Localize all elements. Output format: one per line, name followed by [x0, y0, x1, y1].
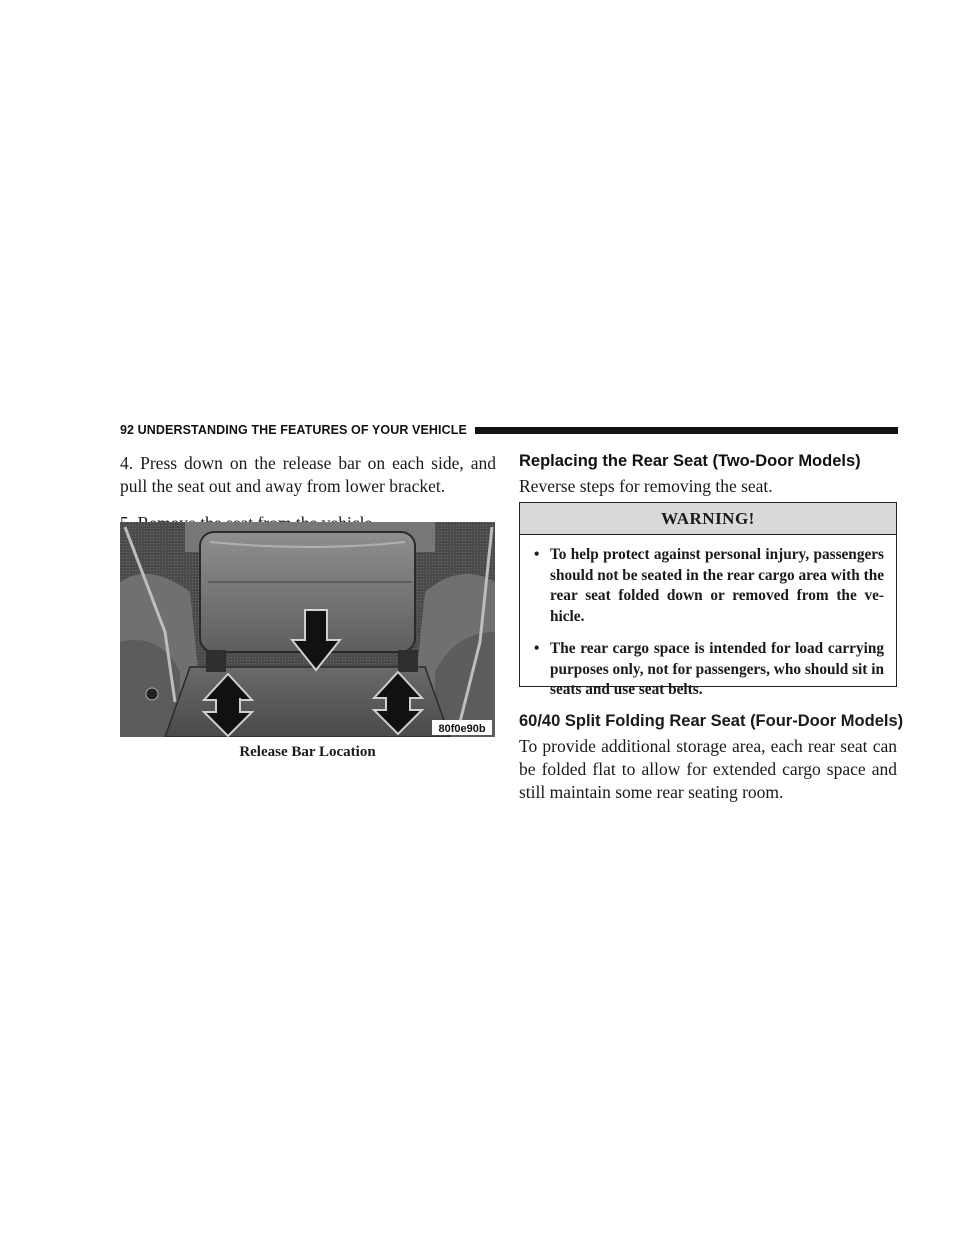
replacing-seat-text: Reverse steps for removing the seat.: [519, 476, 773, 496]
step-4-text: 4. Press down on the release bar on each side, and pull the seat out and away from lower bracket.: [120, 453, 496, 496]
figure-code: 80f0e90b: [438, 723, 486, 735]
warning-box: [519, 502, 897, 698]
warning-item-text: The rear cargo space is intended for load carrying purposes only, not for passengers, who should sit in seats and use seat belts.: [550, 640, 884, 698]
warning-title: WARNING!: [520, 503, 896, 535]
section-heading-replacing-rear-seat: Replacing the Rear Seat (Two-Door Models): [519, 452, 861, 470]
figure-caption: Release Bar Location: [239, 744, 376, 760]
warning-item-text: To help protect against personal injury, passengers should not be seated in the rear cargo area with the rear seat folded down or removed from the ve-hicle.: [550, 546, 884, 625]
warning-item: [532, 639, 884, 701]
page-header: [120, 421, 898, 439]
split-folding-text: To provide additional storage area, each rear seat can be folded flat to allow for extended cargo space and still maintain some rear seating room.: [519, 736, 897, 802]
warning-list: [520, 535, 896, 701]
page-number-and-section: 92 UNDERSTANDING THE FEATURES OF YOUR VEHICLE: [120, 423, 467, 437]
bullet-icon: •: [534, 640, 540, 657]
right-column: [519, 452, 897, 498]
warning-item: [532, 545, 884, 627]
section-heading-split-folding-seat: 60/40 Split Folding Rear Seat (Four-Door Models): [519, 712, 904, 730]
release-bar-illustration: [120, 522, 495, 737]
header-rule: [475, 427, 898, 434]
bullet-icon: •: [534, 546, 540, 563]
